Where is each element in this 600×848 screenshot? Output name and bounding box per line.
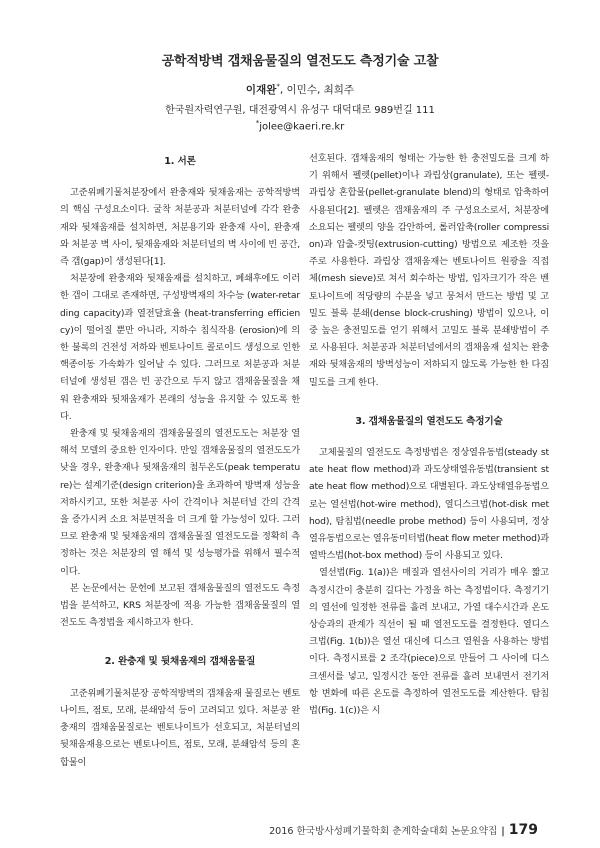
paragraph: 열선법(Fig. 1(a))은 매질과 열선사이의 거리가 매우 짧고 측정시간이 충분히 길다는 가정을 하는 측정법이다. 측정기기의 열선에 일정한 전류를 흘려 보내고, 가열 대수시간과 온도 상승과의 관계가 직선이 될 때 열전도도를 결정한다. 열디스크법(Fig. 1(b))은 열선 대신에 디스크 열원을 사용하는 방법이다. 측정시료를 2 조각(piece)으로 만들어 그 사이에 디스크센서를 넣고, 일정시간 동안 전류를 흘려 보내면서 전기저항 변화에 따른 온도를 측정하여 열전도도를 계산한다. 탐침법(Fig. 1(c))은 시 [309, 567, 549, 717]
section-heading-intro: 1. 서론 [164, 156, 196, 167]
proceedings-label: 2016 한국방사성폐기물학회 춘계학술대회 논문요약집 [269, 826, 498, 837]
section-heading-measurement: 3. 갭채움물질의 열전도도 측정기술 [355, 415, 503, 427]
paper-title: 공학적방벽 갭채움물질의 열전도도 측정기술 고찰 [161, 54, 439, 69]
footer-separator: | [501, 826, 505, 837]
paragraph: 고체물질의 열전도도 측정방법은 정상열유동법(steady state heat flow method)과 과도상태열유동법(transient state heat flow method)으로 대별된다. 과도상태열유동법으로는 열선법(hot-wire method), 열디스크법(hot-disk method), 탐침법(needle probe method) 등이 사용되며, 정상열유동법으로는 열유동미터법(heat flow meter method)과 열박스법(hot-box method) 등이 사용되고 있다. [309, 447, 549, 562]
lead-author: 이재완 [245, 84, 277, 96]
affiliation: 한국원자력연구원, 대전광역시 유성구 대덕대로 989번길 111 [165, 105, 435, 116]
paragraph: 본 논문에서는 문헌에 보고된 갭채움물질의 열전도도 측정법을 분석하고, KRS 처분장에 적용 가능한 갭채움물질의 열전도도 측정법을 제시하고자 한다. [60, 582, 300, 629]
paragraph: 선호된다. 갭채움재의 형태는 가능한 한 충전밀도를 크게 하기 위해서 펠렛(pellet)이나 과립상(granulate), 또는 펠렛-과립상 혼합물(pellet-granulate blend)의 형태로 압축하여 사용된다[2]. 펠렛은 갭채움재의 주 구성요소로서, 처분장에 소요되는 펠렛의 양을 감안하여, 롤러압축(roller compression)과 압출-컷팅(extrusion-cutting) 방법으로 제조한 것을 주로 사용한다. 과립상 갭채움재는 벤토나이트 원광을 직접 체(mesh sieve)로 쳐서 회수하는 방법, 입자크기가 작은 벤토나이트에 적당량의 수분을 넣고 뭉쳐서 만드는 방법 및 고밀도 블록 분쇄(dense block-crushing) 방법이 있으나, 이 중 높은 충전밀도를 얻기 위해서 고밀도 블록 분쇄방법이 주로 사용된다. 처분공과 처분터널에서의 갭채움재 설치는 완충재와 뒷채움재의 방벽성능이 저하되지 않도록 가능한 한 다짐밀도를 크게 한다. [309, 153, 549, 388]
paragraph: 고준위폐기물처분장에서 완충재와 뒷채움재는 공학적방벽의 핵심 구성요소이다. 굴착 처분공과 처분터널에 각각 완충재와 뒷채움재를 설치하면, 처분용기와 완충재 사이, 완충재와 처분공 벽 사이, 뒷채움재와 처분터널의 벽 사이에 빈 공간, 즉 갭(gap)이 생성된다[1]. [60, 187, 300, 268]
page-footer [269, 822, 538, 838]
page-number: 179 [508, 822, 538, 838]
email-mark: * [255, 119, 260, 127]
paragraph: 완충재 및 뒷채움재의 갭채움물질의 열전도도는 처분장 열해석 모델의 중요한 인자이다. 만일 갭채움물질의 열전도도가 낮을 경우, 완충재나 뒷채움재의 첨두온도(peak temperature)는 설계기준(design criterion)을 초과하여 방벽재 성능을 저하시키고, 또한 처분공 사이 간격이나 처분터널 간의 간격을 증가시켜 소요 처분면적을 더 크게 할 가능성이 있다. 그러므로 완충재 및 뒷채움재의 갭채움물질 열전도도를 정확히 측정하는 것은 처분장의 열 해석 및 성능평가를 위해서 필수적이다. [60, 428, 300, 577]
email-address: jolee@kaeri.re.kr [259, 121, 345, 133]
coauthors: , 이민수, 최희주 [279, 84, 355, 96]
section-heading-gap-materials: 2. 완충재 및 뒷채움재의 갭채움물질 [104, 656, 256, 668]
right-column [309, 150, 549, 719]
author-line [0, 82, 600, 97]
email-line [0, 119, 600, 132]
left-column [60, 147, 300, 771]
paragraph: 고준위폐기물처분장 공학적방벽의 갭채움재 물질로는 벤토나이트, 점토, 모래, 분쇄암석 등이 고려되고 있다. 처분공 완충재의 갭채움물질로는 벤토나이트가 선호되고, 처분터널의 뒷채움재용으로는 벤토나이트, 점토, 모래, 분쇄암석 등의 혼합물이 [60, 687, 300, 768]
corresponding-mark: * [276, 82, 280, 91]
paragraph: 처분장에 완충재와 뒷채움재를 설치하고, 폐쇄후에도 이러한 갭이 그대로 존재하면, 구성방벽재의 차수능 (water-retarding capacity)과 열전달효율 (heat-transferring efficiency)이 떨어질 뿐만 아니라, 지하수 침식작용 (erosion)에 의한 불록의 건전성 저하와 벤토나이트 콜로이드 생성으로 인한 핵종이동 가속화가 일어날 수 있다. 그러므로 처분공과 처분터널에 생성된 갭은 빈 공간으로 두지 않고 갭채움물질을 채워 완충재와 뒷채움재가 본래의 성능을 유지할 수 있도록 한다. [60, 273, 300, 422]
